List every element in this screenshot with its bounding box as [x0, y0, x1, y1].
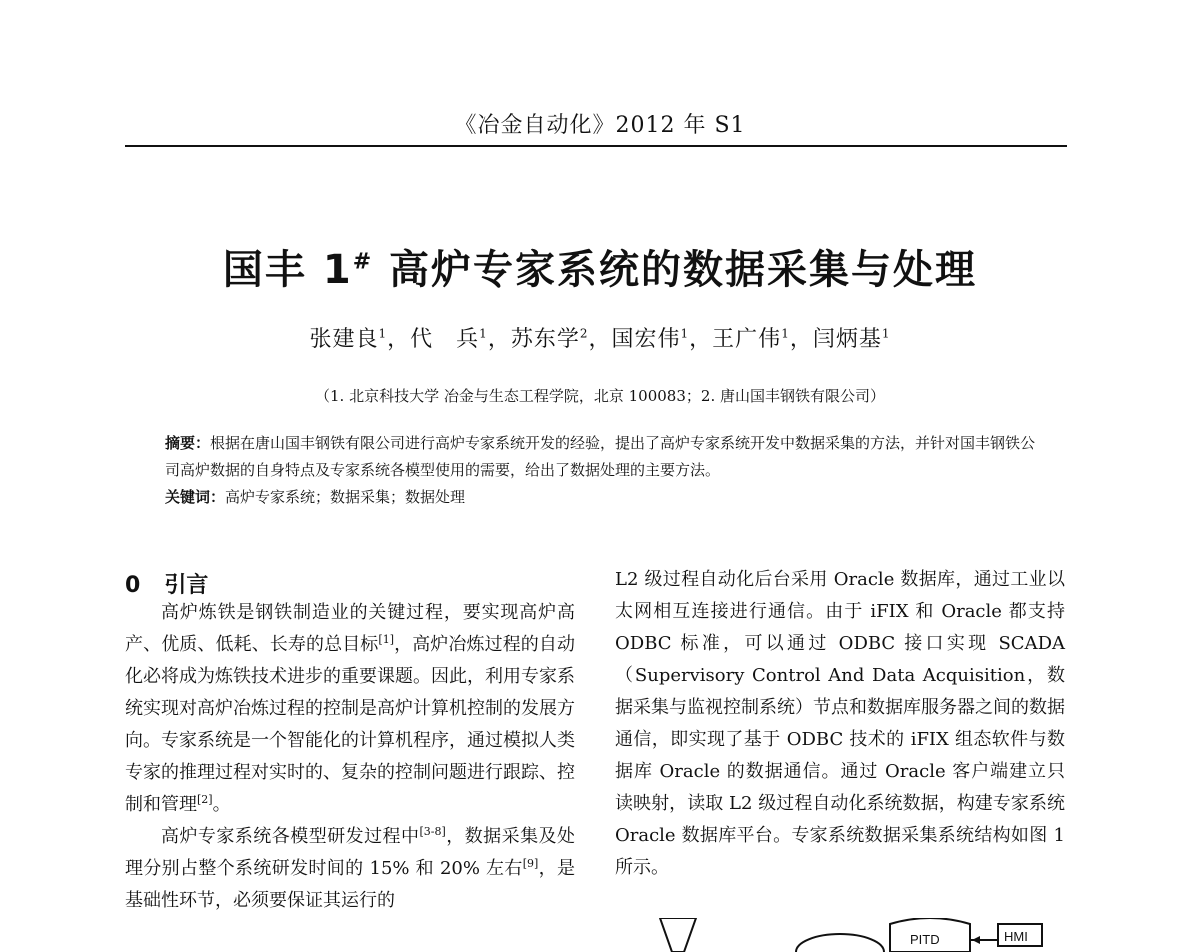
citation: [3-8] — [419, 825, 446, 838]
paragraph-text: ，数据采集及处理分别占整个系统研发时间的 15% 和 20% 左右 — [125, 826, 575, 879]
paragraph-text: 。 — [212, 794, 231, 815]
keywords — [165, 484, 1045, 511]
affiliation: （1. 北京科技大学 冶金与生态工程学院，北京 100083；2. 唐山国丰钢铁有限公司） — [315, 387, 885, 405]
left-column — [125, 597, 575, 917]
author-name: 代 兵 — [410, 327, 480, 352]
title-superscript: # — [352, 249, 374, 275]
section-heading — [125, 568, 208, 599]
title-part-1: 国丰 1 — [222, 247, 353, 293]
author-name: 国宏伟 — [611, 327, 681, 352]
hmi-label: HMI — [1004, 929, 1028, 944]
author-affil-mark: 1 — [781, 326, 790, 341]
keywords-text: 高炉专家系统；数据采集；数据处理 — [225, 488, 466, 506]
author-separator: ， — [387, 327, 411, 352]
paragraph-text: 高炉炼铁是钢铁制造业的关键过程，要实现高炉高产、优质、低耗、长寿的总目标 — [125, 602, 575, 655]
author-affil-mark: 1 — [881, 326, 891, 341]
author-name: 苏东学 — [510, 327, 580, 352]
intro-paragraph-2 — [125, 821, 575, 917]
author-name: 王广伟 — [712, 327, 782, 352]
author-affil-mark: 1 — [479, 326, 488, 341]
arrow-head — [972, 936, 980, 944]
author-affil-mark: 1 — [680, 326, 690, 341]
author-separator: ， — [588, 327, 612, 352]
paragraph-text: ，是基础性环节，必须要保证其运行的 — [125, 858, 575, 911]
author-affil-mark: 1 — [378, 326, 388, 341]
abstract — [165, 430, 1045, 484]
author-affil-mark: 2 — [579, 326, 589, 341]
section-number: 0 — [125, 573, 141, 598]
author-list — [0, 322, 1200, 353]
author-separator: ， — [689, 327, 713, 352]
pitd-label: PITD — [910, 932, 940, 947]
paragraph-text: ，高炉冶炼过程的自动化必将成为炼铁技术进步的重要课题。因此，利用专家系统实现对高炉冶炼过程的控制是高炉计算机控制的发展方向。专家系统是一个智能化的计算机程序，通过模拟人类专家的推理过程对实时的、复杂的控制问题进行跟踪、控制和管理 — [125, 634, 576, 815]
network-cloud — [796, 934, 884, 952]
author-name: 张建良 — [309, 327, 379, 352]
figure-1-diagram — [640, 918, 1060, 952]
citation: [9] — [522, 857, 539, 870]
abstract-text: 根据在唐山国丰钢铁有限公司进行高炉专家系统开发的经验，提出了高炉专家系统开发中数据采集的方法，并针对国丰钢铁公司高炉数据的自身特点及专家系统各模型使用的需要，给出了数据处理的主要方法。 — [165, 434, 1036, 479]
paragraph-text: 高炉专家系统各模型研发过程中 — [161, 826, 420, 847]
author-separator: ， — [487, 327, 511, 352]
author-separator: ， — [789, 327, 813, 352]
title-part-2: 高炉专家系统的数据采集与处理 — [373, 247, 978, 293]
abstract-block — [165, 430, 1045, 511]
keywords-label: 关键词： — [165, 488, 226, 506]
header-rule — [125, 145, 1067, 147]
right-column — [615, 564, 1065, 884]
right-paragraph: L2 级过程自动化后台采用 Oracle 数据库，通过工业以太网相互连接进行通信。由于 iFIX 和 Oracle 都支持 ODBC 标准，可以通过 ODBC 接口实现 SCADA（Supervisory Control And Data Acquisition，数据采集与监视控制系统）节点和数据库服务器之间的数据通信，即实现了基于 ODBC 技术的 iFIX 组态软件与数据库 Oracle 的数据通信。通过 Oracle 客户端建立只读映射，读取 L2 级过程自动化系统数据，构建专家系统 Oracle 数据库平台。专家系统数据采集系统结构如图 1 所示。 — [615, 569, 1065, 878]
author-name: 闫炳基 — [812, 327, 882, 352]
journal-header: 《冶金自动化》2012 年 S1 — [454, 113, 746, 138]
intro-paragraph-1 — [125, 597, 575, 821]
abstract-label: 摘要： — [165, 434, 211, 452]
paper-title — [0, 238, 1200, 295]
funnel-shape — [660, 918, 696, 952]
section-title: 引言 — [164, 573, 209, 598]
citation: [1] — [378, 633, 394, 646]
citation: [2] — [197, 793, 213, 806]
